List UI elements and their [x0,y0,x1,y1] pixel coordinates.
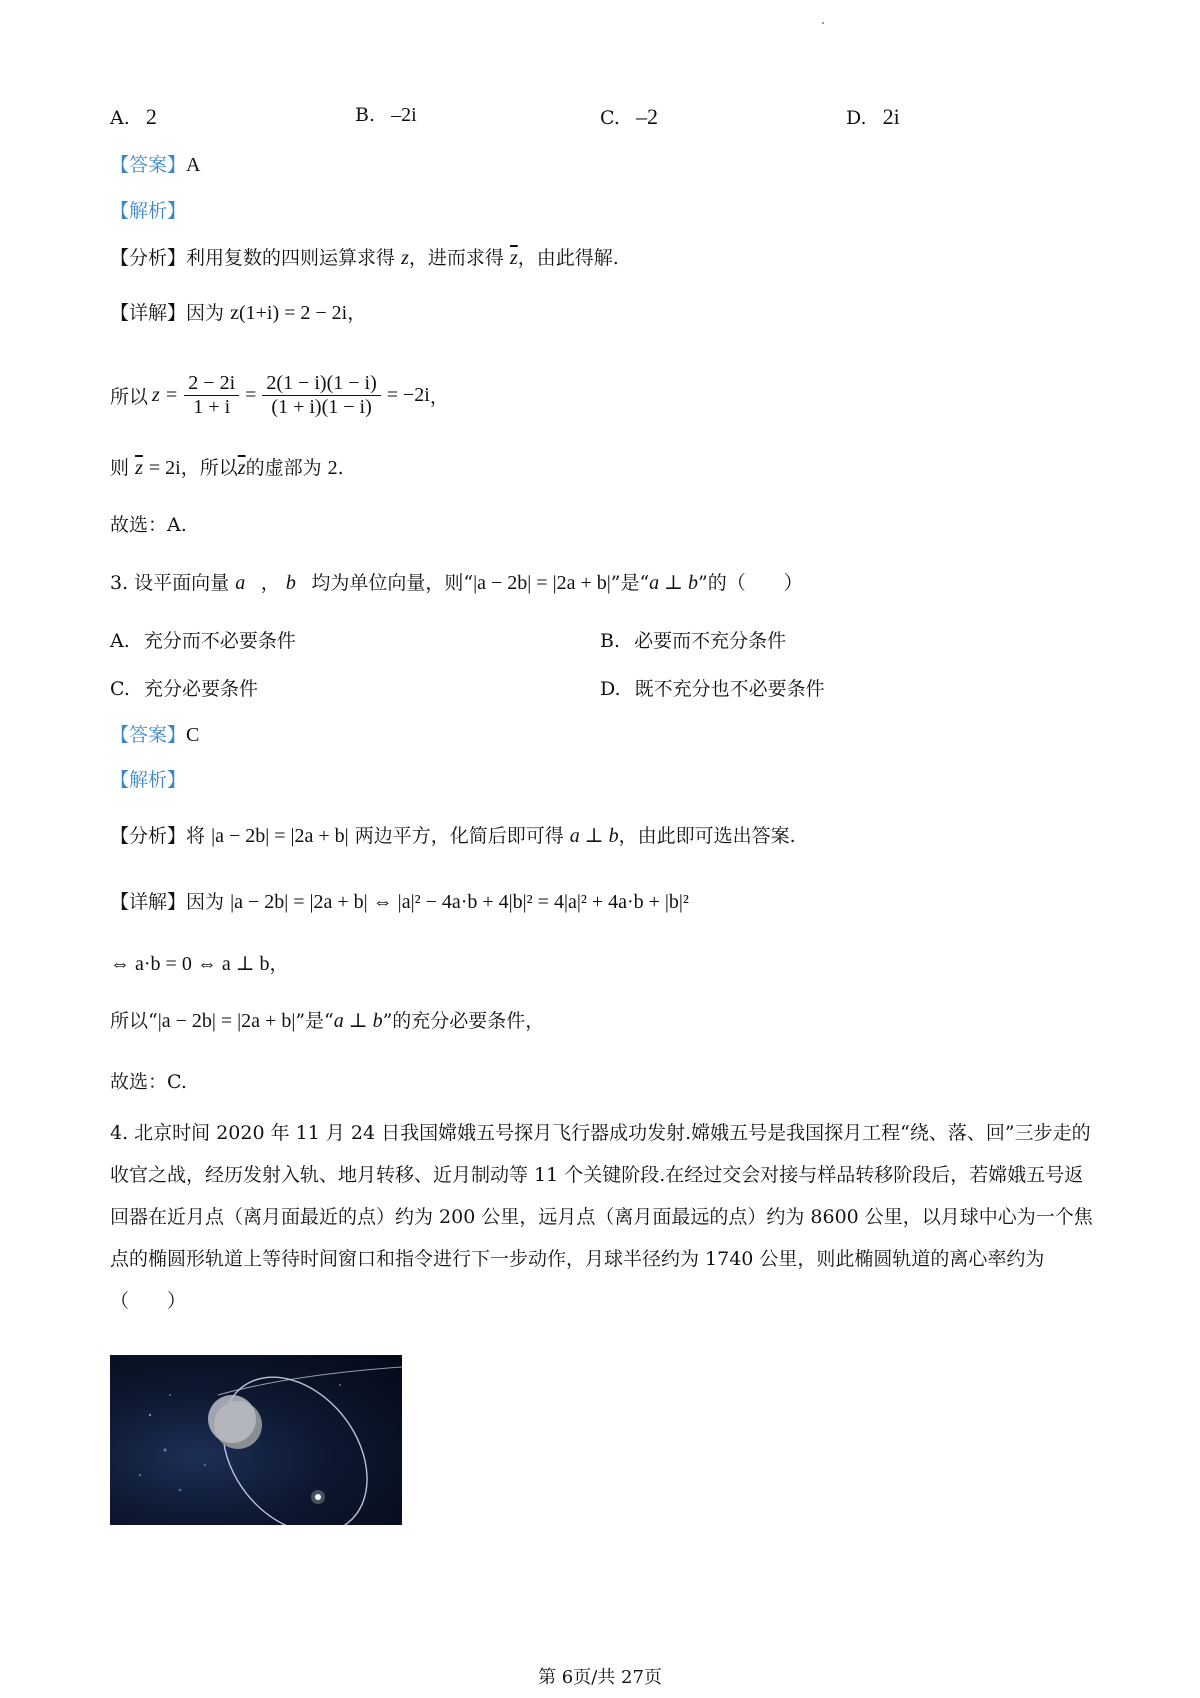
q3-suoyi [110,1008,544,1034]
text: . [337,457,344,479]
q2-conjugate-line [110,455,344,481]
text: ，进而求得 [408,247,504,269]
equation: z(1+i) = 2 − 2i [230,302,348,324]
vector-b: b⃗ [285,572,312,594]
q3-option-a [110,626,296,653]
equation: |a − 2b| = |2a + b| ⇔ |a|² − 4a·b + 4|b|² = 4|a|² + 4a·b + |b|² [230,891,689,913]
text: 两边平方，化简后即可得 [354,825,564,847]
answer-tag: 【答案】 [110,724,187,746]
q3-answer [110,722,199,748]
option-label: B. [355,104,376,126]
option-label: A. [110,630,130,652]
q2-fenxi [110,245,619,271]
text: 因为 [186,891,225,913]
lhs: z = [152,383,179,406]
text: ，由此得解. [517,247,619,269]
denominator: (1 + i)(1 − i) [271,395,372,418]
text: ，所以 [180,457,238,479]
q3-option-c [110,674,258,701]
z-symbol: z [401,247,409,269]
text: 故选：A. [110,514,187,536]
option-label: A. [110,107,130,129]
numerator: 2 − 2i [184,372,239,396]
text: 将 [186,825,206,847]
q3-analysis-heading [110,768,186,793]
vector-a: a⃗ [235,572,261,594]
fenxi-tag: 【分析】 [110,825,187,847]
denominator: 1 + i [193,395,231,418]
z-conjugate: $\overline{z}$ [135,457,143,479]
text: ， [269,953,289,975]
fenxi-tag: 【分析】 [110,247,187,269]
analysis-tag: 【解析】 [110,200,187,222]
text: ”是“ [610,572,650,594]
value: 2 [327,457,338,479]
condition: |a − 2b| = |2a + b| [211,825,349,847]
perpendicular: a ⊥ b [333,1010,383,1032]
text: 则 [110,457,130,479]
text: 故选：C. [110,1071,187,1093]
rhs: = −2i [386,383,430,406]
q3-xiangjie [110,889,689,915]
q4-stem: 4. 北京时间 2020 年 11 月 24 日我国嫦娥五号探月飞行器成功发射.嫦娥五号是我国探月工程“绕、落、回”三步走的收官之战，经历发射入轨、地月转移、近月制动等 11 个关键阶段.在经过交会对接与样品转移阶段后，若嫦娥五号返回器在近月点（离月面最近的点）约为 200 公里，远月点（离月面最远的点）约为 8600 公里，以月球中心为一个焦点的椭圆形轨道上等待时间窗口和指令进行下一步动作，月球半径约为 1740 公里，则此椭圆轨道的离心率约为（ ） [110,1122,1093,1312]
text: ”的（ ） [697,572,803,594]
orbit-photo [110,1355,402,1525]
option-value: 2i [882,104,900,129]
option-label: C. [600,107,620,129]
q3-fenxi [110,823,796,849]
orbit-illustration [110,1355,402,1525]
equals: = [245,383,257,406]
equation: ⇔ a·b = 0 ⇔ a ⊥ b [110,953,270,975]
answer-tag: 【答案】 [110,154,187,176]
option-value: 必要而不充分条件 [634,630,787,652]
text: 利用复数的四则运算求得 [186,247,396,269]
condition: |a − 2b| = |2a + b| [473,572,611,594]
option-label: C. [110,678,130,700]
q2-option-a [110,104,157,130]
option-label: D. [600,678,621,700]
q2-answer [110,152,200,178]
q2-option-d [846,104,900,130]
scan-speck [822,22,824,24]
option-value: –2i [391,104,417,126]
perpendicular: a ⊥ b [649,572,698,594]
q3-equivalence [110,951,289,977]
option-value: –2 [635,104,658,129]
text: 所以“ [110,1010,158,1032]
q2-option-b [355,104,417,127]
text: 所以 [110,385,149,408]
text: 的虚部为 [245,457,322,479]
q3-stem [110,570,803,596]
text: ， [260,572,280,594]
condition: |a − 2b| = |2a + b| [157,1010,296,1032]
q2-xiangjie [110,300,366,326]
fraction-1 [184,372,239,419]
analysis-tag: 【解析】 [110,769,187,791]
equation: = 2i [148,457,181,479]
option-value: 充分而不必要条件 [143,630,296,652]
text: 均为单位向量，则“ [311,572,474,594]
option-label: B. [600,630,621,652]
option-value: 既不充分也不必要条件 [634,678,825,700]
numerator: 2(1 − i)(1 − i) [262,372,380,396]
option-label: D. [846,107,867,129]
perpendicular: a ⊥ b [569,825,619,847]
q3-choose [110,1070,187,1095]
xiangjie-tag: 【详解】 [110,302,187,324]
text: ”的充分必要条件， [382,1010,545,1032]
q2-choose [110,513,187,538]
q3-option-d [600,674,825,701]
z-conjugate: $\overline{z}$ [237,457,246,479]
text: ， [347,302,367,324]
q2-analysis-heading [110,199,186,224]
text: 因为 [186,302,225,324]
text: ， [429,385,449,408]
q2-fraction-line [110,360,449,430]
xiangjie-tag: 【详解】 [110,891,187,913]
text: ，由此即可选出答案. [618,825,796,847]
option-value: 2 [145,104,157,129]
text: ”是“ [295,1010,334,1032]
answer-value: A [186,154,201,176]
q2-option-c [600,104,658,130]
option-value: 充分必要条件 [143,678,258,700]
answer-value: C [186,724,200,746]
text: 3. 设平面向量 [110,572,230,594]
page-footer: 第 6页/共 27页 [538,1667,662,1688]
fraction-2 [262,372,380,419]
q3-option-b [600,626,786,653]
z-conjugate: $\overline{z}$ [509,247,518,269]
